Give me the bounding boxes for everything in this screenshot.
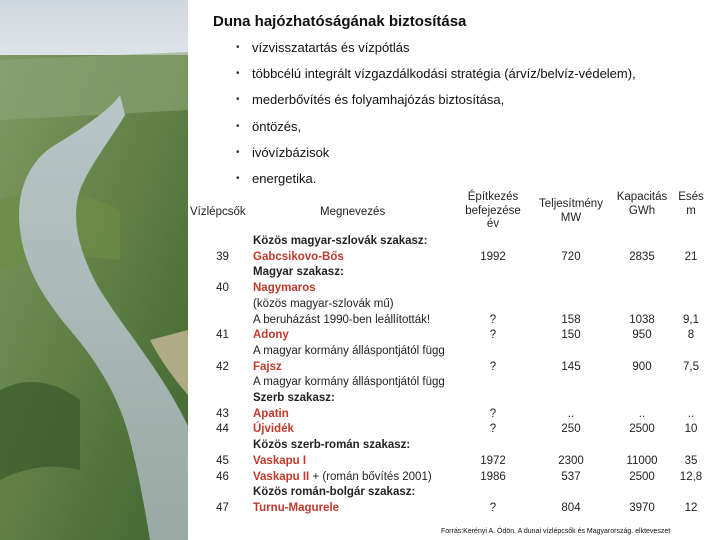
cell-dam: 46 — [216, 470, 229, 483]
cell-year: 1972 — [480, 454, 506, 467]
name-text: Turnu-Magurele — [253, 501, 340, 514]
cell-name — [253, 265, 344, 281]
bullet-item: • mederbővítés és folyamhajózás biztosítása, — [236, 92, 505, 108]
cell-name — [253, 438, 410, 454]
cell-name — [253, 344, 445, 360]
bullet-list — [236, 40, 636, 197]
cell-dam: 39 — [216, 250, 229, 263]
header-drop: Esés m — [678, 191, 704, 217]
name-text: Fajsz — [253, 360, 282, 373]
header-capacity: Kapacitás GWh — [616, 191, 668, 217]
cell-capacity: 11000 — [626, 454, 658, 467]
cell-drop: 12,8 — [679, 470, 703, 483]
bullet-icon: • — [236, 42, 240, 53]
bullet-item: • öntözés, — [236, 118, 302, 134]
cell-power: 2300 — [558, 454, 584, 467]
cell-name — [253, 470, 432, 486]
cell-name — [253, 234, 428, 250]
name-text: Szerb szakasz: — [253, 392, 335, 404]
cell-power: 804 — [561, 501, 581, 514]
cell-name — [253, 313, 430, 329]
cell-capacity: 950 — [632, 329, 652, 342]
cell-drop: 12 — [684, 501, 698, 514]
name-text: Vaskapu II — [253, 470, 310, 483]
name-text: Apatin — [253, 407, 289, 420]
name-text: A magyar kormány álláspontjától függ — [253, 376, 445, 389]
header-year: Építkezés befejezése év — [465, 191, 521, 230]
cell-year: ? — [489, 313, 497, 326]
name-text: Adony — [253, 329, 289, 342]
bullet-item: • többcélú integrált vízgazdálkodási stratégia (árvíz/belvíz-védelem), — [236, 66, 636, 82]
cell-power: .. — [567, 407, 575, 420]
cell-year: ? — [489, 423, 497, 436]
cell-name — [253, 281, 316, 297]
cell-power: 145 — [561, 360, 581, 373]
name-text: Közös magyar-szlovák szakasz: — [253, 235, 428, 247]
bullet-icon: • — [236, 120, 240, 132]
cell-drop: .. — [687, 407, 695, 420]
header-name: Megnevezés — [320, 206, 386, 218]
cell-dam: 42 — [216, 360, 229, 373]
cell-name — [253, 328, 289, 344]
cell-power: 537 — [561, 470, 581, 483]
cell-name — [253, 485, 415, 501]
cell-name — [253, 454, 306, 470]
cell-capacity: 2835 — [629, 250, 655, 263]
cell-dam: 43 — [216, 407, 229, 420]
cell-name — [253, 391, 335, 407]
cell-dam: 41 — [216, 329, 229, 342]
bullet-item: • energetika. — [236, 170, 317, 186]
cell-year: ? — [489, 501, 497, 514]
cell-capacity: 3970 — [629, 501, 655, 514]
cell-dam: 47 — [216, 501, 229, 514]
cell-dam: 45 — [216, 454, 229, 467]
cell-name — [253, 422, 294, 438]
bullet-item: • ivóvízbázisok — [236, 144, 330, 160]
cell-drop: 9,1 — [683, 313, 699, 326]
bullet-icon: • — [236, 172, 240, 184]
cell-drop: 8 — [687, 329, 695, 342]
source-footer: Forrás:Kerényi A. Ödön. A dunai vízlépcsők és Magyarország. elkteveszet — [441, 528, 671, 535]
cell-name — [253, 375, 445, 391]
page-title: Duna hajózhatóságának biztosítása — [213, 13, 467, 30]
name-text: (közös magyar-szlovák mű) — [253, 297, 394, 310]
name-text: Újvidék — [253, 423, 294, 436]
cell-capacity: 2500 — [629, 423, 655, 436]
cell-name — [253, 250, 344, 266]
cell-drop: 10 — [684, 423, 698, 436]
cell-capacity: 900 — [632, 360, 652, 373]
cell-name — [253, 360, 282, 376]
name-text: A magyar kormány álláspontjától függ — [253, 344, 445, 357]
cell-power: 250 — [561, 423, 581, 436]
name-suffix: + (román bővítés 2001) — [309, 470, 432, 483]
cell-drop: 21 — [684, 250, 698, 263]
cell-power: 720 — [561, 250, 581, 263]
cell-drop: 35 — [684, 454, 698, 467]
cell-name — [253, 407, 289, 423]
cell-name — [253, 297, 394, 313]
header-power: Teljesítmény MW — [539, 198, 603, 224]
cell-drop: 7,5 — [683, 360, 699, 373]
cell-power: 158 — [561, 313, 581, 326]
bullet-item: • vízvisszatartás és vízpótlás — [236, 40, 410, 55]
header-dams: Vízlépcsők — [190, 206, 246, 218]
cell-name — [253, 501, 339, 517]
cell-year: 1986 — [480, 470, 506, 483]
cell-year: ? — [489, 329, 497, 342]
cell-capacity: 2500 — [629, 470, 655, 483]
cell-capacity: 1038 — [629, 313, 655, 326]
cell-power: 150 — [561, 329, 581, 342]
name-text: Közös román-bolgár szakasz: — [253, 486, 416, 499]
name-text: Gabcsikovo-Bős — [253, 250, 344, 263]
bullet-icon: • — [236, 146, 240, 158]
bullet-icon: • — [236, 94, 240, 106]
cell-year: 1992 — [480, 250, 506, 263]
cell-year: ? — [489, 407, 497, 420]
name-text: Magyar szakasz: — [253, 266, 344, 279]
name-text: Közös szerb-román szakasz: — [253, 439, 411, 452]
name-text: Vaskapu I — [253, 454, 307, 467]
name-text: A beruházást 1990-ben leállították! — [253, 313, 431, 326]
name-text: Nagymaros — [253, 282, 316, 295]
cell-year: ? — [489, 360, 497, 373]
cell-capacity: .. — [638, 407, 646, 420]
cell-dam: 44 — [216, 423, 229, 436]
cell-dam: 40 — [216, 282, 229, 295]
bullet-icon: • — [236, 68, 240, 80]
